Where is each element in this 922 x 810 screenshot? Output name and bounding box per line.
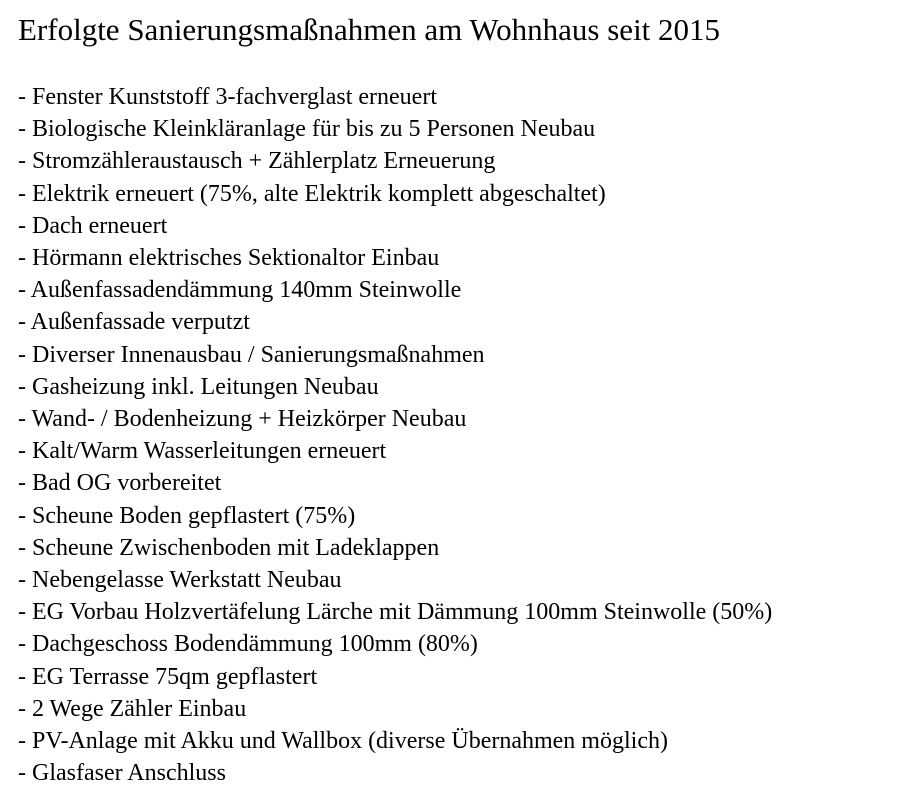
list-item: - Scheune Boden gepflastert (75%) (18, 502, 356, 529)
list-item: - EG Vorbau Holzvertäfelung Lärche mit Dämmung 100mm Steinwolle (50%) (18, 599, 773, 626)
list-item: - Wand- / Bodenheizung + Heizkörper Neubau (18, 406, 467, 433)
list-item: - Hörmann elektrisches Sektionaltor Einbau (18, 245, 440, 272)
list-item: - PV-Anlage mit Akku und Wallbox (diverse Übernahmen möglich) (18, 728, 668, 755)
list-item: - Bad OG vorbereitet (18, 470, 222, 497)
list-item: - Dachgeschoss Bodendämmung 100mm (80%) (18, 631, 478, 658)
list-item: - 2 Wege Zähler Einbau (18, 695, 247, 722)
list-item: - Elektrik erneuert (75%, alte Elektrik komplett abgeschaltet) (18, 180, 606, 207)
list-item: - EG Terrasse 75qm gepflastert (18, 663, 318, 690)
list-item: - Außenfassadendämmung 140mm Steinwolle (18, 277, 462, 304)
list-item: - Biologische Kleinkläranlage für bis zu 5 Personen Neubau (18, 116, 596, 143)
list-item: - Gasheizung inkl. Leitungen Neubau (18, 373, 379, 400)
list-item: - Nebengelasse Werkstatt Neubau (18, 567, 342, 594)
list-item: - Fenster Kunststoff 3-fachverglast erneuert (18, 84, 437, 110)
document-title: Erfolgte Sanierungsmaßnahmen am Wohnhaus seit 2015 (18, 12, 721, 47)
list-item: - Glasfaser Anschluss (18, 760, 226, 787)
list-item: - Stromzähleraustausch + Zählerplatz Erneuerung (18, 148, 496, 175)
list-item: - Kalt/Warm Wasserleitungen erneuert (18, 438, 387, 465)
renovation-list (18, 81, 922, 789)
list-item: - Außenfassade verputzt (18, 309, 250, 336)
list-item: - Diverser Innenausbau / Sanierungsmaßnahmen (18, 341, 485, 368)
list-item: - Dach erneuert (18, 212, 168, 239)
list-item: - Scheune Zwischenboden mit Ladeklappen (18, 534, 440, 561)
